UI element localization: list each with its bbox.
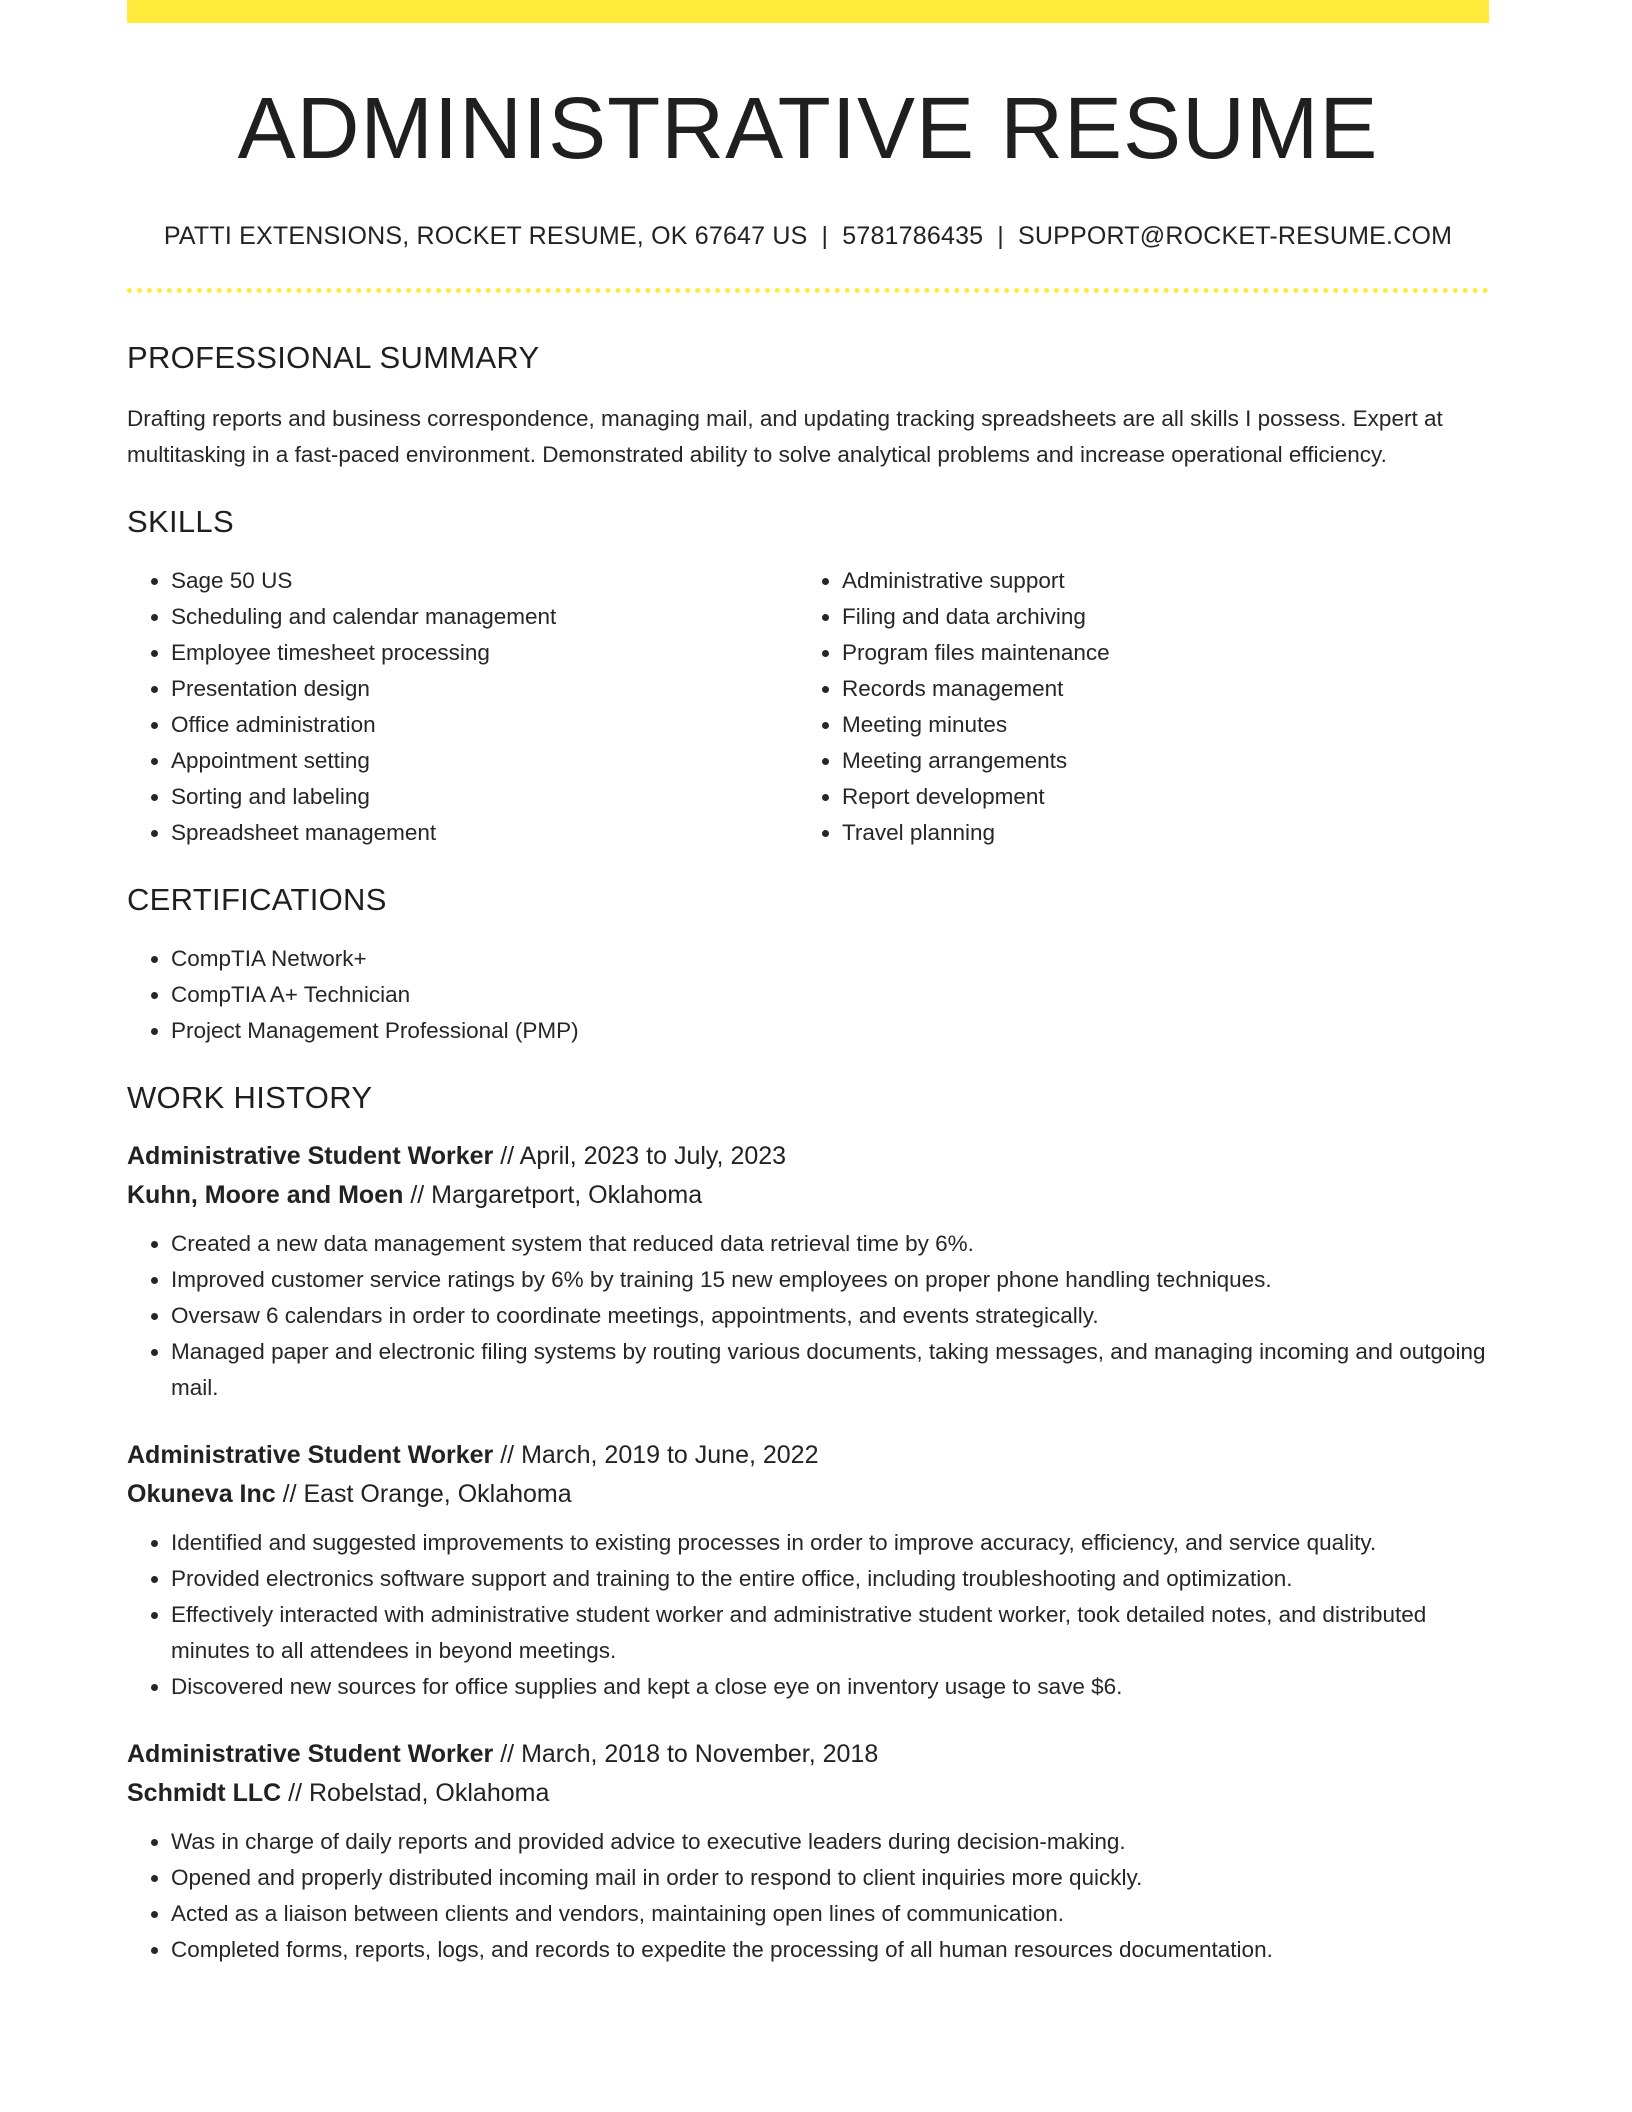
resume-page bbox=[127, 0, 1489, 1968]
skill-item: • Appointment setting bbox=[171, 743, 798, 779]
certification-item: • Project Management Professional (PMP) bbox=[171, 1013, 1489, 1049]
job-bullet: • Identified and suggested improvements to existing processes in order to improve accuracy, efficiency, and service quality. bbox=[171, 1525, 1489, 1561]
job-entry bbox=[127, 1735, 1489, 1968]
job-title: Administrative Student Worker bbox=[127, 1740, 494, 1769]
skill-item: • Travel planning bbox=[842, 815, 1513, 851]
job-entry bbox=[127, 1137, 1489, 1406]
job-dates: // April, 2023 to July, 2023 bbox=[493, 1142, 787, 1171]
certification-item: • CompTIA Network+ bbox=[171, 941, 1489, 977]
skills-list-left bbox=[127, 563, 798, 851]
job-entry bbox=[127, 1436, 1489, 1705]
section-heading: CERTIFICATIONS bbox=[127, 882, 387, 918]
job-bullet: • Provided electronics software support and training to the entire office, including troubleshooting and optimization. bbox=[171, 1561, 1489, 1597]
job-company: Okuneva Inc bbox=[127, 1480, 276, 1509]
summary-text: Drafting reports and business correspondence, managing mail, and updating tracking spreadsheets are all skills I possess. Expert at multitasking in a fast-paced environment. Demonstrated ability to solve analytical problems and increase operational efficiency. bbox=[127, 405, 1443, 467]
skills-grid bbox=[127, 563, 1489, 851]
contact-line bbox=[127, 221, 1489, 251]
contact-separator: | bbox=[821, 221, 829, 250]
address: PATTI EXTENSIONS, ROCKET RESUME, OK 67647 US bbox=[163, 221, 808, 250]
job-bullet: • Improved customer service ratings by 6% by training 15 new employees on proper phone handling techniques. bbox=[171, 1262, 1489, 1298]
accent-bar bbox=[127, 0, 1489, 23]
job-title: Administrative Student Worker bbox=[127, 1441, 494, 1470]
job-bullet: • Effectively interacted with administrative student worker and administrative student worker, took detailed notes, and distributed minutes to all attendees in beyond meetings. bbox=[171, 1597, 1489, 1669]
job-company-line bbox=[127, 1475, 1489, 1514]
skill-item: • Meeting arrangements bbox=[842, 743, 1513, 779]
phone: 5781786435 bbox=[842, 221, 984, 250]
skill-item: • Filing and data archiving bbox=[842, 599, 1513, 635]
work-history-section bbox=[127, 1079, 1489, 1968]
job-bullet: • Created a new data management system that reduced data retrieval time by 6%. bbox=[171, 1226, 1489, 1262]
job-bullet: • Managed paper and electronic filing systems by routing various documents, taking messages, and managing incoming and outgoing mail. bbox=[171, 1334, 1489, 1406]
job-bullets bbox=[127, 1824, 1489, 1968]
job-location: // Robelstad, Oklahoma bbox=[281, 1779, 550, 1808]
job-company-line bbox=[127, 1774, 1489, 1813]
job-bullet: • Completed forms, reports, logs, and records to expedite the processing of all human resources documentation. bbox=[171, 1932, 1489, 1968]
certifications-section bbox=[127, 881, 1489, 1049]
job-dates: // March, 2018 to November, 2018 bbox=[493, 1740, 879, 1769]
skill-item: • Report development bbox=[842, 779, 1513, 815]
skill-item: • Records management bbox=[842, 671, 1513, 707]
job-location: // Margaretport, Oklahoma bbox=[403, 1181, 703, 1210]
certification-item: • CompTIA A+ Technician bbox=[171, 977, 1489, 1013]
skills-section bbox=[127, 503, 1489, 851]
job-company-line bbox=[127, 1176, 1489, 1215]
certifications-list bbox=[127, 941, 1489, 1049]
job-company: Kuhn, Moore and Moen bbox=[127, 1181, 404, 1210]
job-company: Schmidt LLC bbox=[127, 1779, 282, 1808]
job-bullets bbox=[127, 1525, 1489, 1705]
job-title: Administrative Student Worker bbox=[127, 1142, 494, 1171]
skill-item: • Presentation design bbox=[171, 671, 798, 707]
skill-item: • Spreadsheet management bbox=[171, 815, 798, 851]
job-bullet: • Discovered new sources for office supplies and kept a close eye on inventory usage to save $6. bbox=[171, 1669, 1489, 1705]
job-dates: // March, 2019 to June, 2022 bbox=[493, 1441, 819, 1470]
job-bullet: • Opened and properly distributed incoming mail in order to respond to client inquiries more quickly. bbox=[171, 1860, 1489, 1896]
skill-item: • Program files maintenance bbox=[842, 635, 1513, 671]
skill-item: • Administrative support bbox=[842, 563, 1513, 599]
section-heading: SKILLS bbox=[127, 503, 234, 539]
resume-title: ADMINISTRATIVE RESUME bbox=[237, 80, 1379, 177]
job-bullet: • Oversaw 6 calendars in order to coordinate meetings, appointments, and events strategically. bbox=[171, 1298, 1489, 1334]
section-heading: WORK HISTORY bbox=[127, 1080, 373, 1116]
job-bullet: • Acted as a liaison between clients and vendors, maintaining open lines of communication. bbox=[171, 1896, 1489, 1932]
job-title-line bbox=[127, 1436, 1489, 1475]
skill-item: • Office administration bbox=[171, 707, 798, 743]
email: SUPPORT@ROCKET-RESUME.COM bbox=[1018, 221, 1453, 250]
job-title-line bbox=[127, 1137, 1489, 1176]
section-heading: PROFESSIONAL SUMMARY bbox=[127, 339, 540, 375]
summary-section bbox=[127, 339, 1489, 473]
job-location: // East Orange, Oklahoma bbox=[275, 1480, 572, 1509]
skill-item: • Sorting and labeling bbox=[171, 779, 798, 815]
skill-item: • Scheduling and calendar management bbox=[171, 599, 798, 635]
contact-separator: | bbox=[997, 221, 1004, 250]
job-title-line bbox=[127, 1735, 1489, 1774]
skills-list-right bbox=[798, 563, 1513, 851]
job-bullets bbox=[127, 1226, 1489, 1406]
dotted-divider bbox=[127, 288, 1489, 293]
skill-item: • Meeting minutes bbox=[842, 707, 1513, 743]
job-bullet: • Was in charge of daily reports and provided advice to executive leaders during decision-making. bbox=[171, 1824, 1489, 1860]
skill-item: • Sage 50 US bbox=[171, 563, 798, 599]
skill-item: • Employee timesheet processing bbox=[171, 635, 798, 671]
